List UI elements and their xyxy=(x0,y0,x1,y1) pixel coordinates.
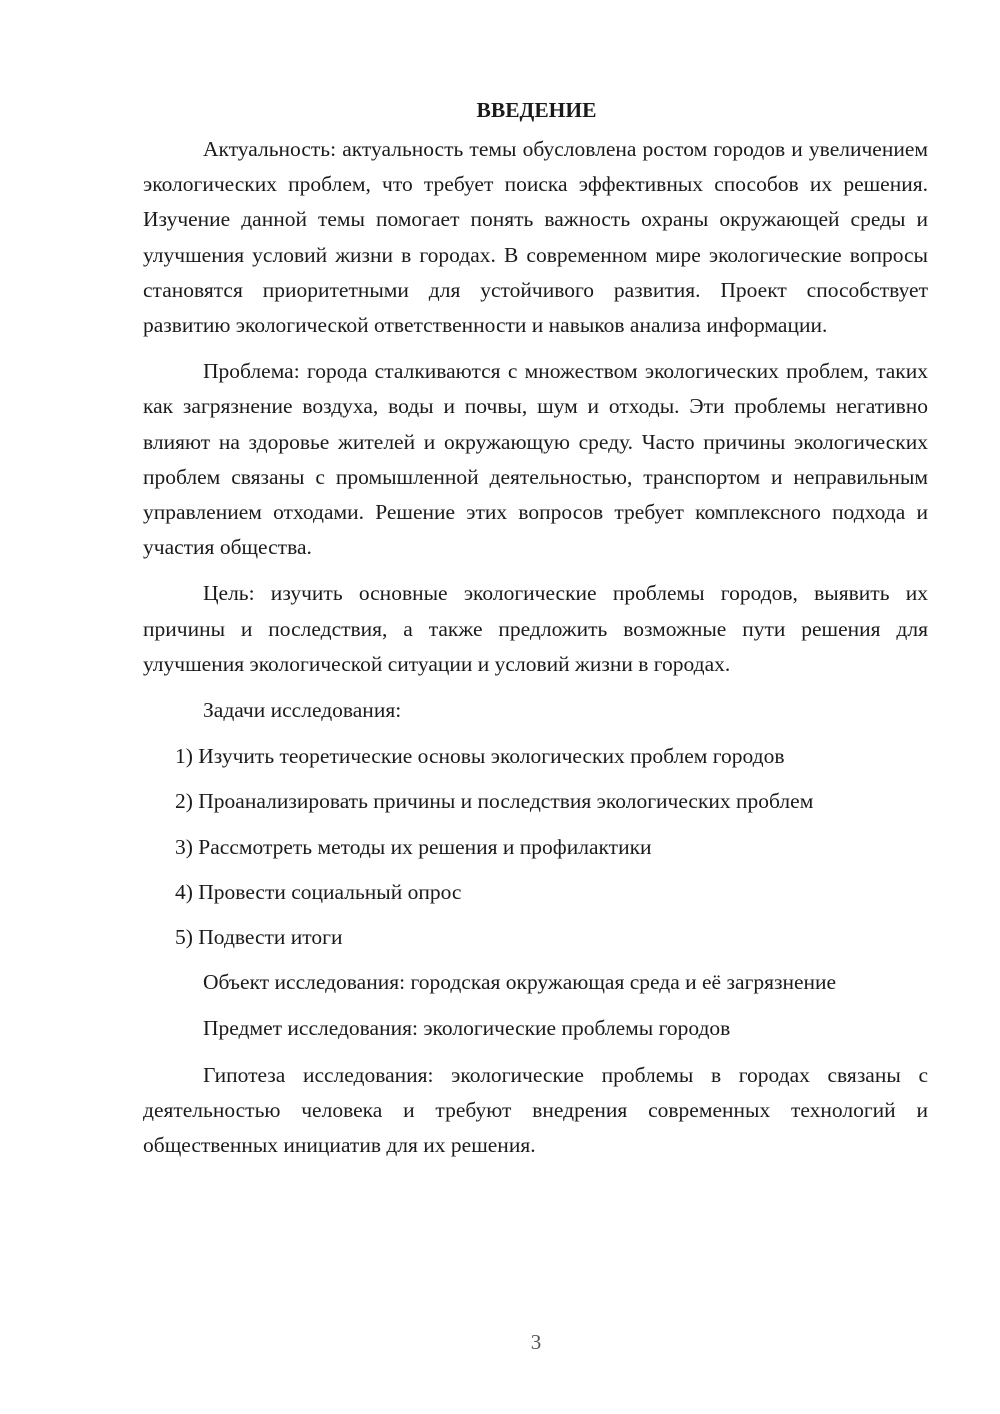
tasks-list xyxy=(143,739,928,955)
document-page xyxy=(143,93,928,1174)
tasks-label: Задачи исследования: xyxy=(203,698,402,723)
list-item: 4) Провести социальный опрос xyxy=(175,879,462,904)
object-paragraph: Объект исследования: городская окружающая среда и её загрязнение xyxy=(203,970,837,995)
goal-paragraph: Цель: изучить основные экологические проблемы городов, выявить их причины и последствия, а также предложить возможные пути решения для улучшения экологической ситуации и условий жизни в городах. xyxy=(143,581,928,676)
page-title: ВВЕДЕНИЕ xyxy=(476,98,597,122)
list-item: 3) Рассмотреть методы их решения и профилактики xyxy=(175,834,652,859)
hypothesis-paragraph: Гипотеза исследования: экологические проблемы в городах связаны с деятельностью человека и требуют внедрения современных технологий и общественных инициатив для их решения. xyxy=(143,1062,928,1158)
list-item: 5) Подвести итоги xyxy=(175,925,343,950)
list-item: 2) Проанализировать причины и последствия экологических проблем xyxy=(175,789,814,814)
subject-paragraph: Предмет исследования: экологические проблемы городов xyxy=(203,1016,731,1041)
list-item: 1) Изучить теоретические основы экологических проблем городов xyxy=(175,744,785,769)
page-number: 3 xyxy=(530,1330,542,1354)
problem-paragraph: Проблема: города сталкиваются с множеством экологических проблем, таких как загрязнение воздуха, воды и почвы, шум и отходы. Эти проблемы негативно влияют на здоровье жителей и окружающую среду. Часто причины экологических проблем связаны с промышленной деятельностью, транспортом и неправильным управлением отходами. Решение этих вопросов требует комплексного подхода и участия общества. xyxy=(143,359,928,560)
relevance-paragraph: Актуальность: актуальность темы обусловлена ростом городов и увеличением экологических проблем, что требует поиска эффективных способов их решения. Изучение данной темы помогает понять важность охраны окружающей среды и улучшения условий жизни в городах. В современном мире экологические вопросы становятся приоритетными для устойчивого развития. Проект способствует развитию экологической ответственности и навыков анализа информации. xyxy=(143,137,928,338)
